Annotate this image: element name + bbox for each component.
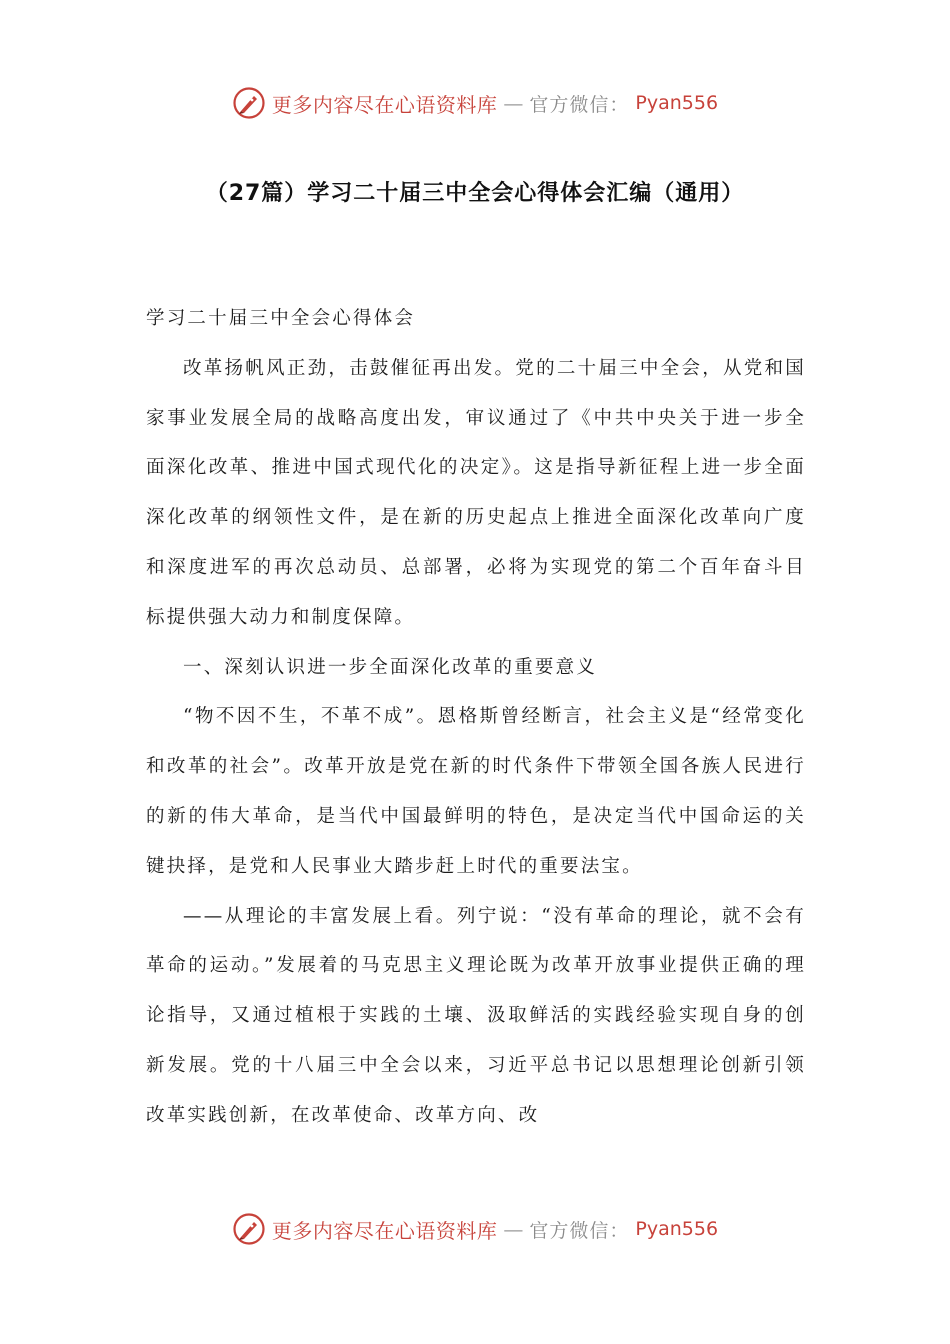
watermark-separator: — [503,1217,524,1241]
document-title: （27篇）学习二十届三中全会心得体会汇编（通用） [205,181,745,206]
watermark-wechat-handle: Pyan556 [635,92,719,114]
footer-watermark [0,1212,950,1246]
watermark-main-text: 更多内容尽在心语资料库 [271,92,498,117]
document-body [146,294,806,1141]
pen-nib-logo-icon [232,1212,266,1246]
watermark-main-text: 更多内容尽在心语资料库 [271,1218,498,1243]
section-heading-1: 一、深刻认识进一步全面深化改革的重要意义 [183,656,598,678]
paragraph-theory: ——从理论的丰富发展上看。列宁说：“没有革命的理论，就不会有革命的运动。”发展着的马克思主义理论既为改革开放事业提供正确的理论指导，又通过植根于实践的土壤、汲取鲜活的实践经验实现自身的创新发展。党的十八届三中全会以来，习近平总书记以思想理论创新引领改革实践创新，在改革使命、改革方向、改 [146,905,806,1126]
watermark-wechat-label: 官方微信： [529,1219,630,1242]
watermark-wechat-label: 官方微信： [529,93,630,116]
watermark-separator: — [503,91,524,115]
watermark-wechat-handle: Pyan556 [635,1218,719,1240]
pen-nib-logo-icon [232,86,266,120]
paragraph-significance: “物不因不生，不革不成”。恩格斯曾经断言，社会主义是“经常变化和改革的社会”。改革开放是党在新的时代条件下带领全国各族人民进行的新的伟大革命，是当代中国最鲜明的特色，是决定当代中国命运的关键抉择，是党和人民事业大踏步赶上时代的重要法宝。 [146,706,806,877]
header-watermark [0,86,950,120]
document-subtitle: 学习二十届三中全会心得体会 [146,308,416,329]
paragraph-intro: 改革扬帆风正劲，击鼓催征再出发。党的二十届三中全会，从党和国家事业发展全局的战略高度出发，审议通过了《中共中央关于进一步全面深化改革、推进中国式现代化的决定》。这是指导新征程上进一步全面深化改革的纲领性文件，是在新的历史起点上推进全面深化改革向广度和深度进军的再次总动员、总部署，必将为实现党的第二个百年奋斗目标提供强大动力和制度保障。 [146,357,806,628]
